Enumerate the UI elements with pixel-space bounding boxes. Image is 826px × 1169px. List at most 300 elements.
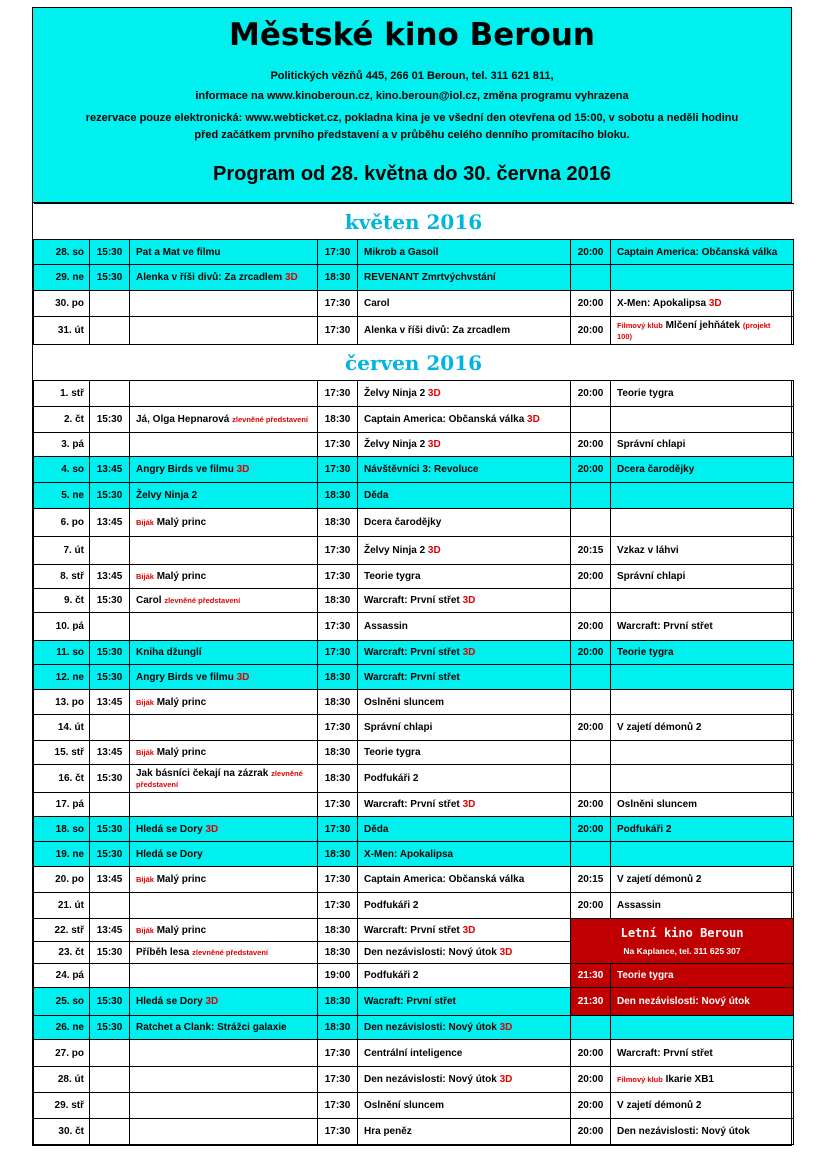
- film-title: Správní chlapi: [617, 571, 686, 582]
- film-cell: [130, 265, 318, 291]
- month-heading: květen 2016: [34, 204, 794, 240]
- film-cell: [130, 240, 318, 265]
- date-cell: 16. čt: [34, 765, 90, 793]
- time-cell: [90, 793, 130, 817]
- time-cell: 15:30: [90, 942, 130, 964]
- film-cell: [611, 381, 794, 407]
- schedule-row: [34, 509, 794, 537]
- series-tag: Biják: [136, 697, 154, 707]
- summer-cinema-title: Letní kino Beroun: [620, 926, 744, 940]
- film-cell: [358, 1040, 571, 1067]
- series-tag: Biják: [136, 748, 154, 757]
- film-cell: [358, 483, 571, 509]
- film-cell: [358, 433, 571, 457]
- time-cell: 18:30: [318, 741, 358, 765]
- film-cell: [611, 690, 794, 715]
- film-title: Želvy Ninja 2: [364, 545, 426, 556]
- time-cell: [90, 381, 130, 407]
- film-title: Den nezávislosti: Nový útok: [364, 1074, 497, 1085]
- film-title: Centrální inteligence: [364, 1047, 463, 1059]
- time-cell: 20:00: [571, 613, 611, 641]
- contact-line: informace na www.kinoberoun.cz, kino.beroun@iol.cz, změna programu vyhrazena: [195, 90, 629, 102]
- date-cell: 4. so: [34, 457, 90, 483]
- time-cell: [90, 1119, 130, 1145]
- film-title: Wacraft: První střet: [364, 996, 456, 1007]
- schedule-row: [34, 765, 794, 793]
- film-cell: [358, 842, 571, 867]
- date-cell: 12. ne: [34, 665, 90, 690]
- time-cell: 17:30: [318, 1067, 358, 1093]
- film-cell: [611, 433, 794, 457]
- film-title: Želvy Ninja 2: [364, 388, 426, 399]
- 3d-badge: 3D: [499, 1022, 513, 1033]
- time-cell: [90, 613, 130, 641]
- film-cell: [358, 1119, 571, 1145]
- box-office-line: před začátkem prvního představení a v průběhu celého denního promítacího bloku.: [194, 129, 630, 141]
- film-title: Dcera čarodějky: [617, 464, 695, 475]
- film-cell: [358, 715, 571, 741]
- time-cell: 15:30: [90, 1016, 130, 1040]
- film-cell: [358, 942, 571, 964]
- film-cell: [611, 1093, 794, 1119]
- time-cell: 20:00: [571, 1119, 611, 1145]
- film-title: Malý princ: [156, 517, 207, 528]
- 3d-badge: 3D: [708, 298, 722, 309]
- date-cell: 7. út: [34, 537, 90, 565]
- film-title: Malý princ: [156, 696, 207, 708]
- film-cell: [130, 1016, 318, 1040]
- film-title: Captain America: Občanská válka: [364, 414, 525, 425]
- schedule-row: [34, 317, 794, 345]
- schedule-row: [34, 893, 794, 919]
- cinema-header: [33, 8, 791, 203]
- time-cell: 13:45: [90, 690, 130, 715]
- film-cell: [130, 715, 318, 741]
- time-cell: 20:00: [571, 817, 611, 842]
- schedule-row: [34, 988, 794, 1016]
- film-title: Hledá se Dory: [136, 848, 203, 860]
- date-cell: 2. čt: [34, 407, 90, 433]
- time-cell: 20:00: [571, 291, 611, 317]
- schedule-row: [34, 817, 794, 842]
- film-cell: [358, 537, 571, 565]
- time-cell: [90, 1040, 130, 1067]
- time-cell: 18:30: [318, 988, 358, 1016]
- series-tag: Biják: [136, 572, 154, 581]
- film-cell: [130, 537, 318, 565]
- film-cell: [130, 509, 318, 537]
- time-cell: [571, 509, 611, 537]
- schedule-row: [34, 715, 794, 741]
- film-cell: [358, 867, 571, 893]
- time-cell: 17:30: [318, 893, 358, 919]
- film-title: Angry Birds ve filmu: [136, 464, 234, 475]
- time-cell: 15:30: [90, 765, 130, 793]
- film-cell: [611, 867, 794, 893]
- film-cell: [611, 988, 794, 1016]
- film-cell: [358, 565, 571, 589]
- date-cell: 23. čt: [34, 942, 90, 964]
- time-cell: 18:30: [318, 407, 358, 433]
- film-title: Vzkaz v láhvi: [617, 545, 679, 556]
- 3d-badge: 3D: [427, 388, 441, 399]
- film-title: REVENANT Zmrtvýchvstání: [364, 272, 496, 283]
- time-cell: 20:00: [571, 893, 611, 919]
- time-cell: 19:00: [318, 964, 358, 988]
- discount-tag: zlevněné představení: [232, 415, 309, 424]
- 3d-badge: 3D: [499, 947, 513, 958]
- time-cell: [571, 665, 611, 690]
- film-cell: [130, 1040, 318, 1067]
- schedule-row: [34, 919, 794, 942]
- film-title: X-Men: Apokalipsa: [617, 298, 707, 309]
- film-cell: [611, 1067, 794, 1093]
- cinema-title: Městské kino Beroun: [229, 17, 595, 53]
- film-cell: [611, 457, 794, 483]
- time-cell: 20:00: [571, 793, 611, 817]
- date-cell: 9. čt: [34, 589, 90, 613]
- date-cell: 24. pá: [34, 964, 90, 988]
- time-cell: 17:30: [318, 793, 358, 817]
- film-cell: [130, 919, 318, 942]
- film-cell: [611, 1119, 794, 1145]
- film-title: Malý princ: [156, 924, 207, 936]
- summer-cinema-block: [571, 919, 794, 964]
- date-cell: 30. po: [34, 291, 90, 317]
- time-cell: 13:45: [90, 919, 130, 942]
- film-cell: [611, 1040, 794, 1067]
- film-title: Assassin: [617, 900, 661, 911]
- film-cell: [358, 765, 571, 793]
- film-title: Želvy Ninja 2: [364, 439, 426, 450]
- film-cell: [611, 893, 794, 919]
- film-cell: [611, 265, 794, 291]
- club-tag: Filmový klub: [617, 320, 663, 330]
- film-cell: [130, 483, 318, 509]
- schedule-row: [34, 641, 794, 665]
- time-cell: 17:30: [318, 317, 358, 345]
- film-cell: [358, 690, 571, 715]
- schedule-row: [34, 407, 794, 433]
- time-cell: 18:30: [318, 942, 358, 964]
- schedule-row: [34, 1016, 794, 1040]
- time-cell: 17:30: [318, 1119, 358, 1145]
- date-cell: 28. út: [34, 1067, 90, 1093]
- time-cell: [90, 893, 130, 919]
- film-title: Kniha džunglí: [136, 647, 202, 658]
- film-title: Jak básníci čekají na zázrak: [136, 767, 269, 779]
- film-title: Hledá se Dory: [136, 823, 203, 835]
- time-cell: 13:45: [90, 565, 130, 589]
- film-title: Správní chlapi: [617, 439, 686, 450]
- time-cell: 15:30: [90, 240, 130, 265]
- film-cell: [130, 964, 318, 988]
- date-cell: 21. út: [34, 893, 90, 919]
- schedule-row: [34, 291, 794, 317]
- date-cell: 22. stř: [34, 919, 90, 942]
- film-cell: [130, 1067, 318, 1093]
- date-cell: 3. pá: [34, 433, 90, 457]
- schedule-row: [34, 433, 794, 457]
- film-cell: [130, 893, 318, 919]
- film-cell: [130, 565, 318, 589]
- schedule-row: [34, 457, 794, 483]
- schedule-row: [34, 741, 794, 765]
- film-title: Den nezávislosti: Nový útok: [617, 996, 750, 1007]
- film-cell: [130, 690, 318, 715]
- film-cell: [358, 291, 571, 317]
- time-cell: 15:30: [90, 817, 130, 842]
- address-line: Politických vězňů 445, 266 01 Beroun, tel. 311 621 811,: [270, 70, 554, 82]
- club-tag: Filmový klub: [617, 1075, 663, 1084]
- time-cell: 13:45: [90, 457, 130, 483]
- film-cell: [611, 765, 794, 793]
- series-tag: Biják: [136, 518, 154, 527]
- film-cell: [611, 613, 794, 641]
- time-cell: 13:45: [90, 867, 130, 893]
- date-cell: 14. út: [34, 715, 90, 741]
- date-cell: 15. stř: [34, 741, 90, 765]
- time-cell: [571, 589, 611, 613]
- film-cell: [130, 741, 318, 765]
- schedule-row: [34, 537, 794, 565]
- time-cell: [90, 317, 130, 345]
- time-cell: 17:30: [318, 1040, 358, 1067]
- time-cell: 15:30: [90, 589, 130, 613]
- time-cell: 20:00: [571, 1067, 611, 1093]
- film-title: Podfukáři 2: [617, 823, 672, 835]
- film-cell: [358, 589, 571, 613]
- schedule-row: [34, 842, 794, 867]
- film-title: Podfukáři 2: [364, 773, 419, 784]
- film-title: Teorie tygra: [617, 647, 674, 658]
- time-cell: [90, 1067, 130, 1093]
- film-title: Mikrob a Gasoil: [364, 246, 439, 258]
- time-cell: [90, 291, 130, 317]
- film-title: Pat a Mat ve filmu: [136, 246, 221, 258]
- film-cell: [611, 1016, 794, 1040]
- 3d-badge: 3D: [236, 671, 250, 683]
- date-cell: 11. so: [34, 641, 90, 665]
- date-cell: 19. ne: [34, 842, 90, 867]
- time-cell: 20:00: [571, 240, 611, 265]
- 3d-badge: 3D: [499, 1074, 513, 1085]
- film-title: Oslněni sluncem: [617, 799, 698, 810]
- schedule-row: [34, 589, 794, 613]
- time-cell: 18:30: [318, 1016, 358, 1040]
- film-cell: [358, 964, 571, 988]
- time-cell: 20:00: [571, 641, 611, 665]
- time-cell: [571, 265, 611, 291]
- time-cell: 18:30: [318, 919, 358, 942]
- film-title: Assassin: [364, 621, 408, 632]
- film-cell: [611, 793, 794, 817]
- time-cell: 18:30: [318, 483, 358, 509]
- time-cell: 17:30: [318, 433, 358, 457]
- film-cell: [358, 1067, 571, 1093]
- film-title: Podfukáři 2: [364, 900, 419, 911]
- time-cell: 18:30: [318, 765, 358, 793]
- film-cell: [130, 433, 318, 457]
- date-cell: 27. po: [34, 1040, 90, 1067]
- film-title: Hledá se Dory: [136, 996, 203, 1007]
- schedule-row: [34, 1067, 794, 1093]
- time-cell: 17:30: [318, 1093, 358, 1119]
- film-cell: [130, 1093, 318, 1119]
- schedule-row: [34, 690, 794, 715]
- schedule-row: [34, 265, 794, 291]
- film-cell: [611, 641, 794, 665]
- 3d-badge: 3D: [284, 272, 298, 283]
- film-title: Hra peněz: [364, 1126, 412, 1137]
- time-cell: 20:15: [571, 867, 611, 893]
- film-cell: [130, 613, 318, 641]
- time-cell: 20:00: [571, 381, 611, 407]
- date-cell: 30. čt: [34, 1119, 90, 1145]
- film-cell: [611, 317, 794, 345]
- date-cell: 1. stř: [34, 381, 90, 407]
- film-cell: [130, 589, 318, 613]
- film-title: V zajetí démonů 2: [617, 874, 702, 885]
- time-cell: [90, 537, 130, 565]
- film-title: Angry Birds ve filmu: [136, 671, 234, 683]
- time-cell: 20:00: [571, 1040, 611, 1067]
- time-cell: 20:00: [571, 457, 611, 483]
- film-cell: [130, 842, 318, 867]
- film-title: Warcraft: První střet: [617, 621, 713, 632]
- film-cell: [358, 665, 571, 690]
- time-cell: 20:00: [571, 317, 611, 345]
- date-cell: 5. ne: [34, 483, 90, 509]
- 3d-badge: 3D: [236, 464, 250, 475]
- film-title: Já, Olga Hepnarová: [136, 414, 230, 425]
- film-cell: [130, 817, 318, 842]
- film-cell: [358, 265, 571, 291]
- month-heading: červen 2016: [34, 345, 794, 381]
- film-title: X-Men: Apokalipsa: [364, 848, 454, 860]
- film-cell: [130, 641, 318, 665]
- date-cell: 8. stř: [34, 565, 90, 589]
- 3d-badge: 3D: [462, 595, 476, 606]
- time-cell: 18:30: [318, 265, 358, 291]
- film-title: V zajetí démonů 2: [617, 1100, 702, 1111]
- film-cell: [611, 842, 794, 867]
- time-cell: 20:00: [571, 715, 611, 741]
- film-cell: [611, 565, 794, 589]
- film-title: Carol: [364, 298, 390, 309]
- schedule-row: [34, 381, 794, 407]
- film-cell: [611, 817, 794, 842]
- film-title: Podfukáři 2: [364, 970, 419, 981]
- film-title: Malý princ: [156, 571, 207, 582]
- time-cell: 13:45: [90, 741, 130, 765]
- time-cell: 15:30: [90, 265, 130, 291]
- film-cell: [130, 457, 318, 483]
- time-cell: 17:30: [318, 817, 358, 842]
- summer-cinema-address: Na Kaplance, tel. 311 625 307: [623, 946, 741, 956]
- film-cell: [130, 1119, 318, 1145]
- time-cell: [90, 964, 130, 988]
- time-cell: [571, 483, 611, 509]
- film-cell: [130, 381, 318, 407]
- 3d-badge: 3D: [427, 439, 441, 450]
- time-cell: 18:30: [318, 509, 358, 537]
- schedule-row: [34, 665, 794, 690]
- time-cell: 15:30: [90, 483, 130, 509]
- time-cell: 18:30: [318, 589, 358, 613]
- film-title: Den nezávislosti: Nový útok: [617, 1126, 750, 1137]
- film-title: Alenka v říši divů: Za zrcadlem: [136, 272, 283, 283]
- time-cell: 21:30: [571, 964, 611, 988]
- film-title: Dcera čarodějky: [364, 517, 442, 528]
- film-cell: [358, 919, 571, 942]
- film-title: Captain America: Občanská válka: [364, 874, 525, 885]
- time-cell: 15:30: [90, 665, 130, 690]
- time-cell: [90, 1093, 130, 1119]
- film-title: Warcraft: První střet: [364, 671, 460, 683]
- program-sheet: [32, 7, 792, 1146]
- film-cell: [611, 509, 794, 537]
- time-cell: 15:30: [90, 641, 130, 665]
- film-cell: [358, 793, 571, 817]
- time-cell: [571, 690, 611, 715]
- film-cell: [358, 1016, 571, 1040]
- film-title: Želvy Ninja 2: [136, 490, 198, 501]
- film-cell: [611, 964, 794, 988]
- film-title: Ikarie XB1: [665, 1074, 714, 1085]
- film-cell: [130, 867, 318, 893]
- month-row-may: [34, 204, 794, 240]
- film-cell: [611, 589, 794, 613]
- date-cell: 20. po: [34, 867, 90, 893]
- month-row-june: [34, 345, 794, 381]
- time-cell: 13:45: [90, 509, 130, 537]
- film-title: Den nezávislosti: Nový útok: [364, 947, 497, 958]
- film-title: Warcraft: První střet: [617, 1047, 713, 1059]
- 3d-badge: 3D: [205, 823, 219, 835]
- schedule-row: [34, 1040, 794, 1067]
- film-title: Warcraft: První střet: [364, 799, 460, 810]
- film-cell: [358, 817, 571, 842]
- film-title: Návštěvníci 3: Revoluce: [364, 464, 479, 475]
- date-cell: 17. pá: [34, 793, 90, 817]
- date-cell: 28. so: [34, 240, 90, 265]
- film-title: Teorie tygra: [364, 571, 421, 582]
- time-cell: 17:30: [318, 537, 358, 565]
- time-cell: 17:30: [318, 613, 358, 641]
- time-cell: 18:30: [318, 665, 358, 690]
- film-cell: [358, 741, 571, 765]
- film-cell: [358, 641, 571, 665]
- 3d-badge: 3D: [462, 647, 476, 658]
- film-cell: [611, 715, 794, 741]
- 3d-badge: 3D: [427, 545, 441, 556]
- date-cell: 10. pá: [34, 613, 90, 641]
- film-title: Malý princ: [156, 874, 207, 885]
- film-cell: [130, 793, 318, 817]
- film-cell: [358, 509, 571, 537]
- time-cell: 20:15: [571, 537, 611, 565]
- film-title: Děda: [364, 490, 389, 501]
- schedule-row: [34, 1093, 794, 1119]
- schedule-row: [34, 483, 794, 509]
- film-cell: [358, 893, 571, 919]
- film-cell: [358, 240, 571, 265]
- film-cell: [130, 665, 318, 690]
- 3d-badge: 3D: [462, 924, 476, 936]
- time-cell: 20:00: [571, 565, 611, 589]
- time-cell: 17:30: [318, 715, 358, 741]
